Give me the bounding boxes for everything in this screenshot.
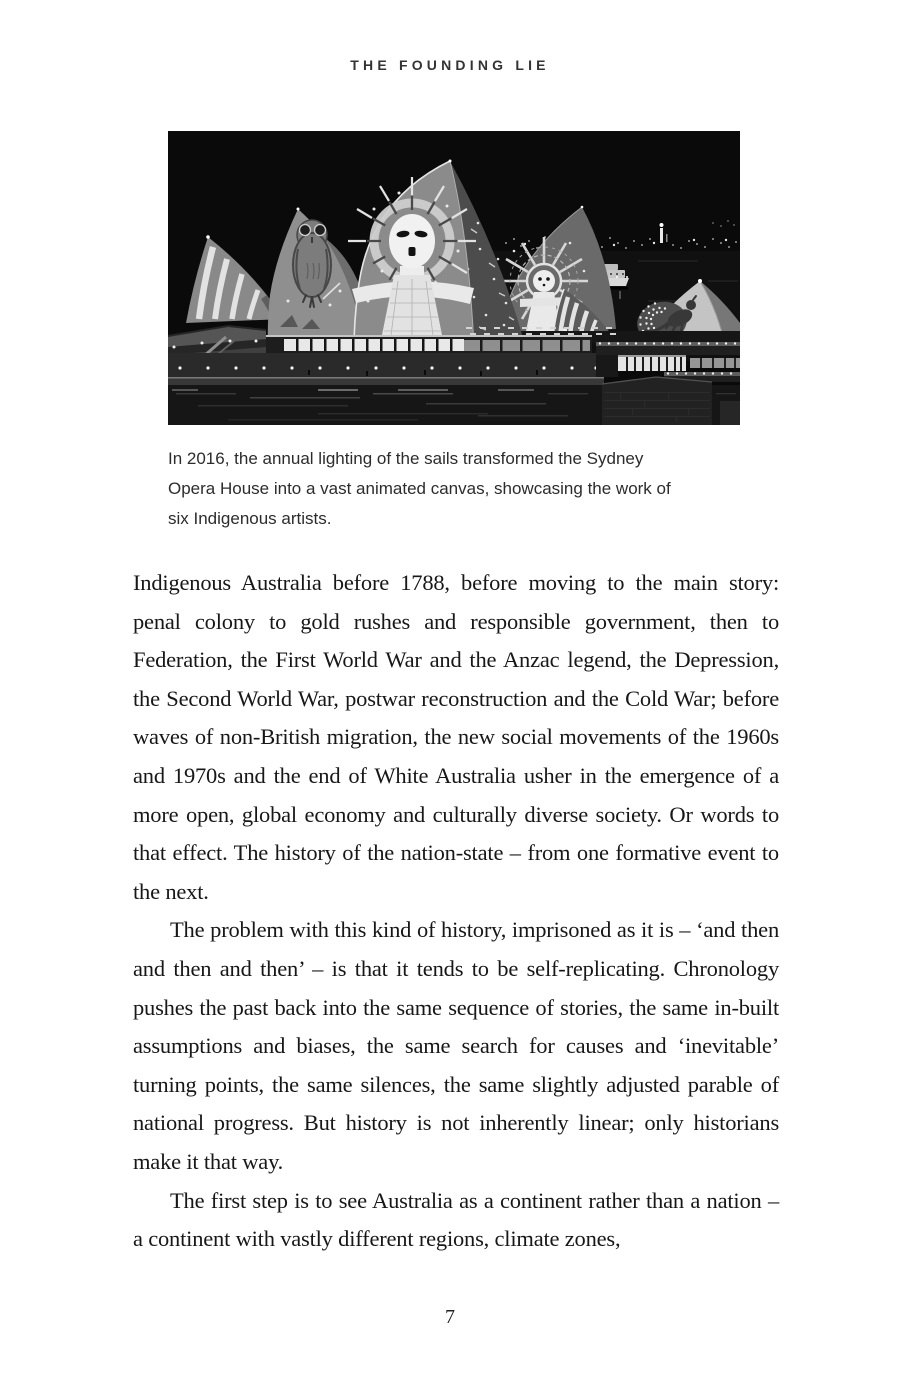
promenade-colonnade	[266, 335, 592, 353]
body-paragraph-3: The first step is to see Australia as a continent rather than a nation – a continent with vastly different regions, climate zones,	[133, 1187, 779, 1252]
running-header: THE FOUNDING LIE	[350, 57, 550, 73]
opera-house-photo	[168, 131, 740, 425]
figure-caption	[168, 444, 728, 534]
body-paragraph-2: The problem with this kind of history, imprisoned as it is – ‘and then and then and then’ – is that it tends to be self-replicating. Chronology pushes the past back into the same sequence of stories, the same in-built assumptions and biases, the same search for causes and ‘inevitable’ turning points, the same silences, the same slightly adjusted parable of national progress. But history is not inherently linear; only historians make it that way.	[133, 917, 779, 1174]
caption-line: six Indigenous artists.	[168, 509, 332, 528]
page-number: 7	[445, 1306, 455, 1328]
promenade	[168, 353, 604, 377]
caption-line: In 2016, the annual lighting of the sails transformed the Sydney	[168, 449, 644, 468]
caption-line: Opera House into a vast animated canvas, showcasing the work of	[168, 479, 671, 498]
body-text	[133, 564, 779, 1259]
eastern-boardwalk	[596, 342, 740, 382]
body-paragraph-1: Indigenous Australia before 1788, before moving to the main story: penal colony to gold rushes and responsible government, then to Federation, the First World War and the Anzac legend, the Depression, the Second World War, postwar reconstruction and the Cold War; before waves of non-British migration, the new social movements of the 1960s and 1970s and the end of White Australia usher in the emergence of a more open, global economy and culturally diverse society. Or words to that effect. The history of the nation-state – from one formative event to the next.	[133, 570, 779, 904]
opera-house-photo-graphic	[168, 131, 740, 425]
